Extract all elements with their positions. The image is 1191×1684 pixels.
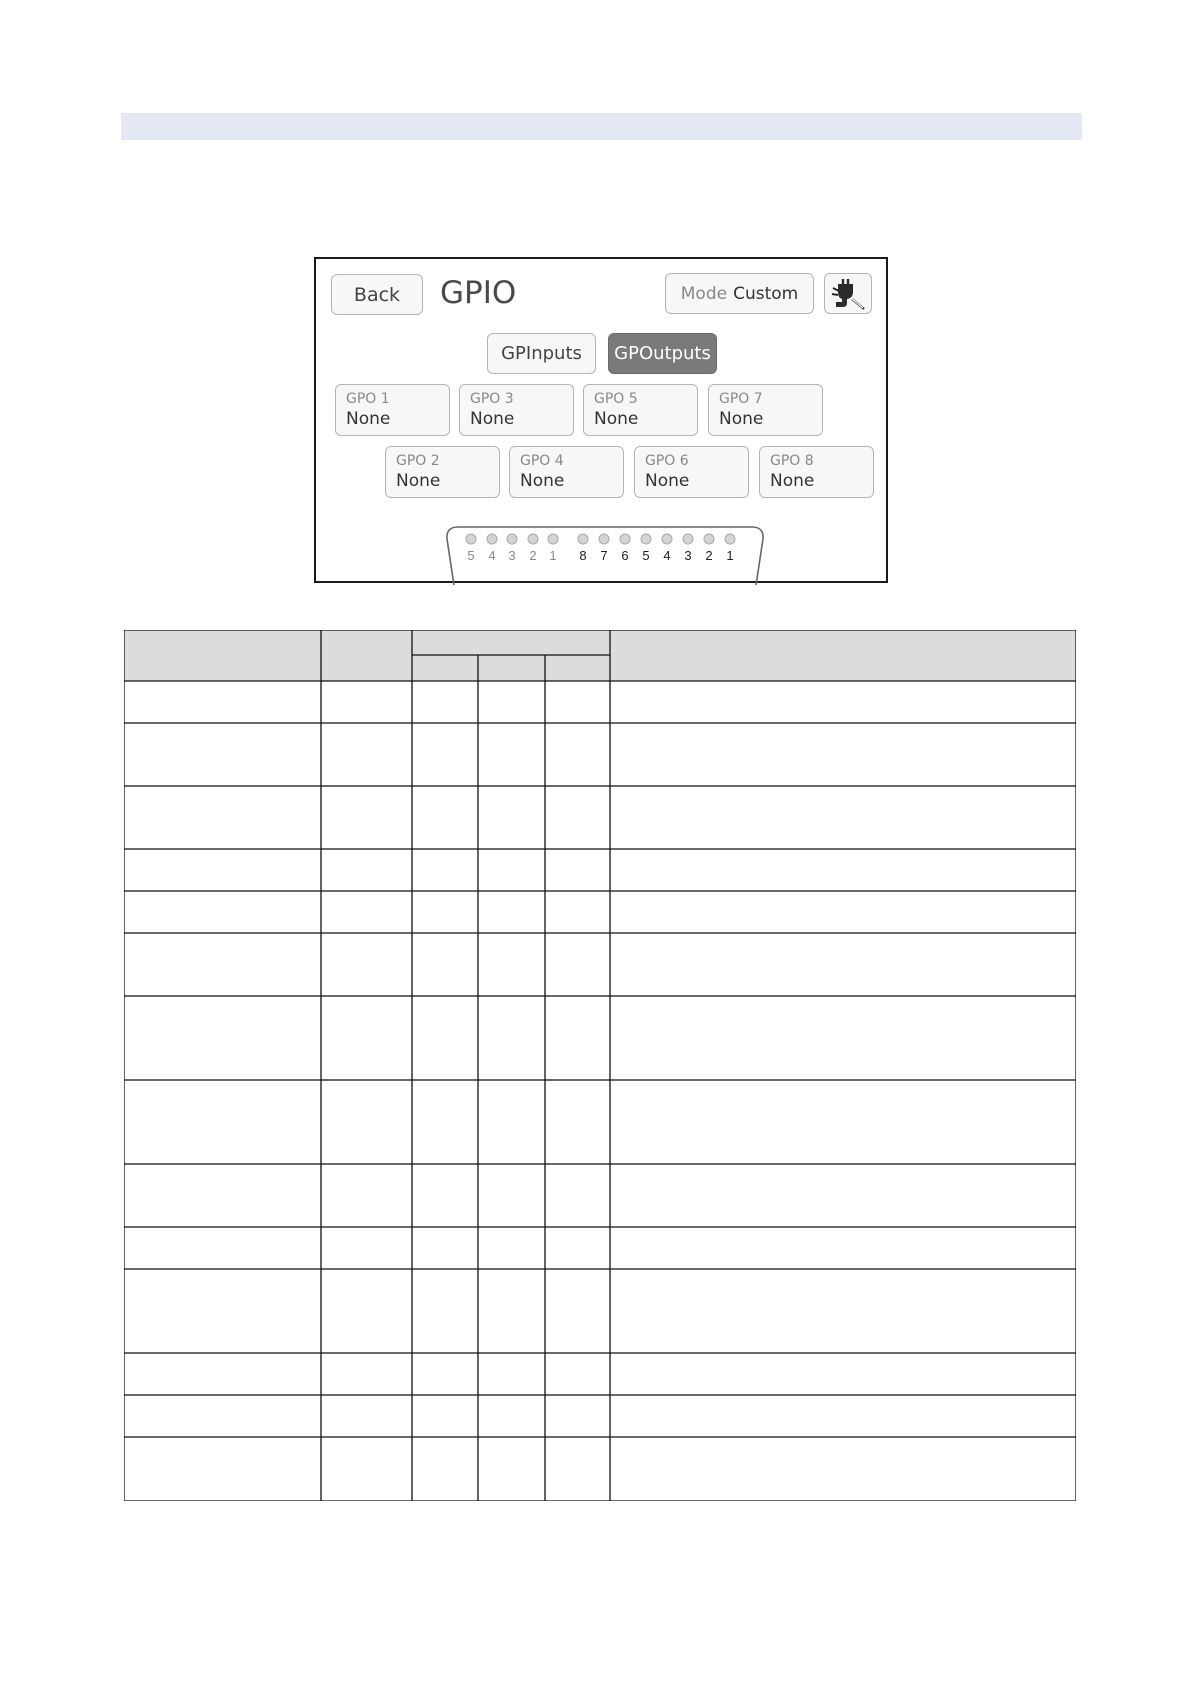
gpo-1-button[interactable] bbox=[335, 384, 450, 436]
gpo-name: GPO 2 bbox=[396, 453, 440, 469]
gpo-3-button[interactable] bbox=[459, 384, 574, 436]
gpo-name: GPO 1 bbox=[346, 391, 390, 407]
gpo-value: None bbox=[770, 471, 815, 491]
page-title: GPIO bbox=[440, 275, 517, 311]
input-pin-dot bbox=[507, 534, 517, 544]
tab-gpoutputs[interactable] bbox=[608, 333, 717, 374]
tab-gpinputs[interactable] bbox=[487, 333, 596, 374]
input-pin-dot bbox=[548, 534, 558, 544]
output-pin-dot bbox=[641, 534, 651, 544]
output-pin-dot bbox=[620, 534, 630, 544]
output-pin-label: 7 bbox=[600, 548, 608, 563]
gpo-value: None bbox=[346, 409, 391, 429]
output-pin-label: 8 bbox=[579, 548, 587, 563]
gpo-name: GPO 6 bbox=[645, 453, 689, 469]
tab-gpinputs-label: GPInputs bbox=[501, 343, 582, 364]
gpo-5-button[interactable] bbox=[583, 384, 698, 436]
input-pin-dot bbox=[487, 534, 497, 544]
gpo-2-button[interactable] bbox=[385, 446, 500, 498]
input-pin-label: 3 bbox=[508, 548, 516, 563]
gpio-screen bbox=[314, 257, 888, 583]
input-pin-dot bbox=[528, 534, 538, 544]
output-pin-dot bbox=[725, 534, 735, 544]
gpo-name: GPO 5 bbox=[594, 391, 638, 407]
input-pin-dot bbox=[466, 534, 476, 544]
back-button-label: Back bbox=[353, 283, 401, 306]
gpo-value: None bbox=[396, 471, 441, 491]
gpo-value: None bbox=[520, 471, 565, 491]
gpo-name: GPO 8 bbox=[770, 453, 814, 469]
gpo-name: GPO 4 bbox=[520, 453, 564, 469]
gpo-value: None bbox=[719, 409, 764, 429]
output-pin-label: 1 bbox=[726, 548, 734, 563]
gpo-value: None bbox=[594, 409, 639, 429]
output-pin-label: 2 bbox=[705, 548, 713, 563]
input-pin-label: 2 bbox=[529, 548, 537, 563]
mode-label: Mode bbox=[680, 283, 728, 304]
tab-gpoutputs-label: GPOutputs bbox=[614, 343, 711, 364]
input-pin-label: 1 bbox=[549, 548, 557, 563]
gpo-8-button[interactable] bbox=[759, 446, 874, 498]
mode-button[interactable] bbox=[665, 273, 814, 314]
gpo-7-button[interactable] bbox=[708, 384, 823, 436]
table-grid bbox=[124, 630, 1076, 1501]
output-pin-dot bbox=[599, 534, 609, 544]
unplugged-cable-icon bbox=[831, 278, 865, 310]
output-pin-label: 6 bbox=[621, 548, 629, 563]
output-pin-label: 4 bbox=[663, 548, 671, 563]
output-pin-dot bbox=[662, 534, 672, 544]
disconnect-button[interactable] bbox=[824, 273, 872, 314]
back-button[interactable] bbox=[331, 274, 423, 315]
output-pin-label: 5 bbox=[642, 548, 650, 563]
mode-value: Custom bbox=[733, 283, 799, 304]
input-pin-label: 5 bbox=[467, 548, 475, 563]
gpo-name: GPO 3 bbox=[470, 391, 514, 407]
output-pin-dot bbox=[704, 534, 714, 544]
output-pin-label: 3 bbox=[684, 548, 692, 563]
gpo-6-button[interactable] bbox=[634, 446, 749, 498]
gpo-value: None bbox=[645, 471, 690, 491]
gpo-value: None bbox=[470, 409, 515, 429]
header-band bbox=[121, 113, 1082, 140]
gpo-4-button[interactable] bbox=[509, 446, 624, 498]
gpo-name: GPO 7 bbox=[719, 391, 763, 407]
output-pin-dot bbox=[683, 534, 693, 544]
output-pin-dot bbox=[578, 534, 588, 544]
input-pin-label: 4 bbox=[488, 548, 496, 563]
